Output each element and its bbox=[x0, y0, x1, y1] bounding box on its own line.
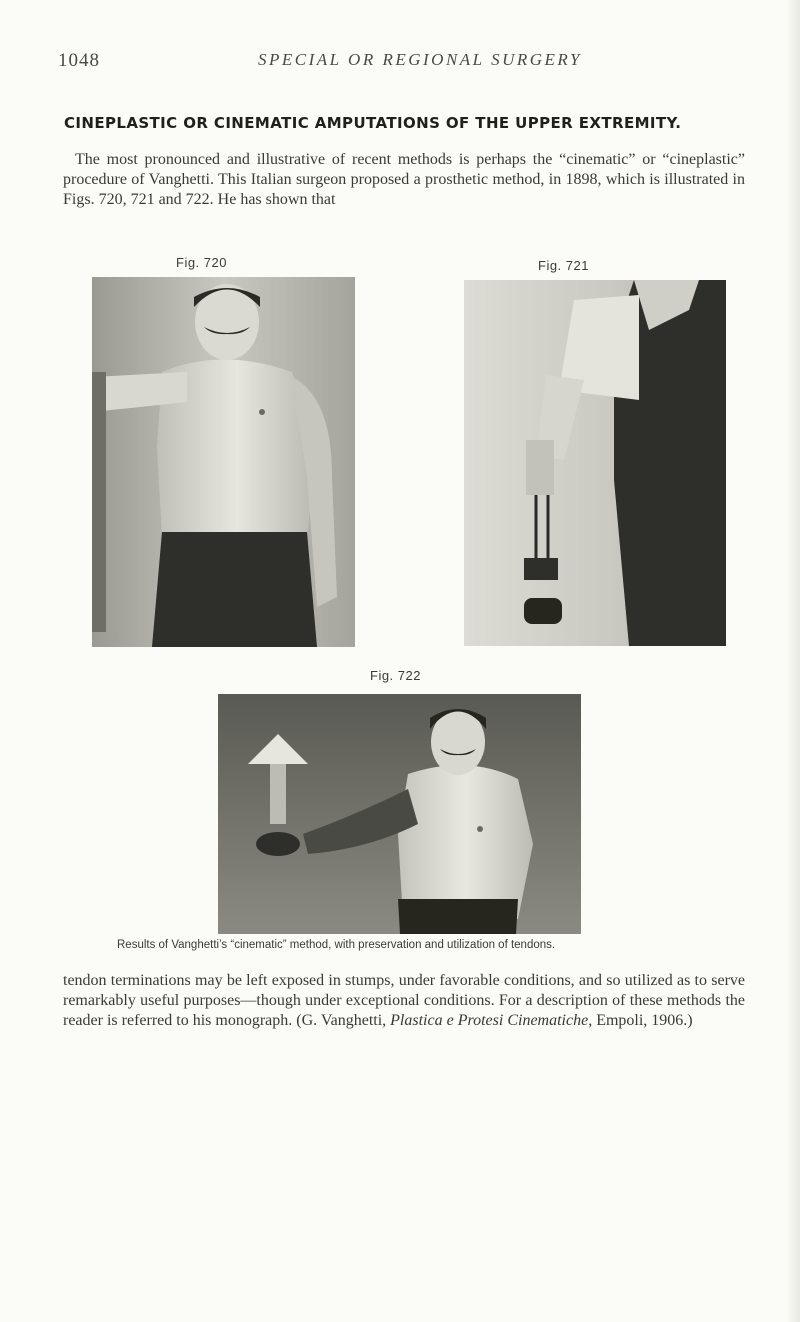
body-paragraph-2-tail: Empoli, 1906.) bbox=[596, 1012, 693, 1029]
fig-721-photograph bbox=[464, 280, 726, 646]
page-edge-shadow bbox=[786, 0, 800, 1322]
fig-720-photograph bbox=[92, 277, 355, 647]
section-title: CINEPLASTIC OR CINEMATIC AMPUTATIONS OF THE UPPER EXTREMITY. bbox=[64, 114, 682, 132]
body-paragraph-1-text: The most pronounced and illustrative of recent methods is perhaps the “cinematic” or “cineplastic” procedure of Vanghetti. This Italian surgeon proposed a prosthetic method, in 1898, which is illustrated in Figs. 720, 721 and 722. He has shown that bbox=[63, 151, 745, 208]
page-header bbox=[58, 50, 758, 76]
body-paragraph-2-text: tendon terminations may be left exposed in stumps, under favorable conditions, and so utilized as to serve remarkably useful purposes—though under exceptional conditions. For a description of these methods the reader is referred to his monograph. (G. Vanghetti, bbox=[63, 972, 745, 1029]
body-paragraph-1 bbox=[63, 150, 745, 210]
figure-caption: Results of Vanghetti’s “cinematic” method, with preservation and utilization of tendons. bbox=[117, 939, 556, 951]
fig-722-photograph bbox=[218, 694, 581, 934]
fig-720-label: Fig. 720 bbox=[176, 255, 227, 270]
running-title: SPECIAL OR REGIONAL SURGERY bbox=[258, 50, 582, 69]
page-number: 1048 bbox=[58, 50, 100, 71]
fig-721-label: Fig. 721 bbox=[538, 258, 589, 273]
monograph-title: Plastica e Protesi Cinematiche, bbox=[390, 1012, 593, 1029]
body-paragraph-2 bbox=[63, 971, 745, 1031]
fig-722-label: Fig. 722 bbox=[370, 668, 421, 683]
